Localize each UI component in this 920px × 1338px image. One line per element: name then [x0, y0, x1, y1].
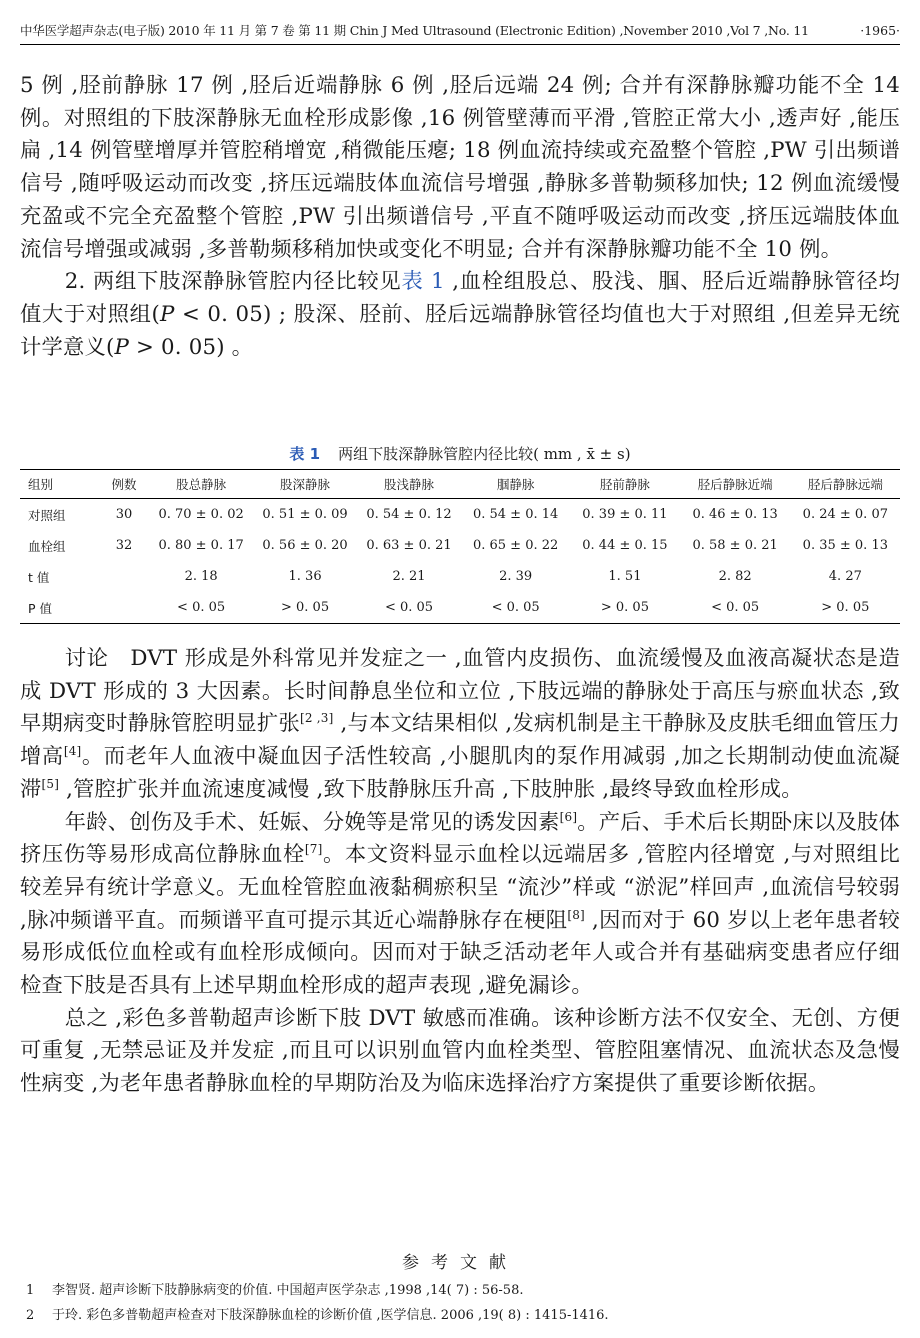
col-header: 组别: [20, 470, 99, 499]
table-cell: t 值: [28, 569, 50, 585]
table-cell: < 0. 05: [357, 592, 461, 624]
table-cell: 0. 58 ± 0. 21: [692, 538, 778, 553]
table-cell: 对照组: [28, 507, 66, 523]
page-number: ·1965·: [860, 23, 900, 38]
table-cell: 2. 82: [718, 569, 752, 584]
table-row: [20, 592, 900, 624]
table-cell: > 0. 05: [791, 592, 900, 624]
col-header: 胫后静脉远端: [791, 470, 900, 499]
col-header: 股总静脉: [149, 470, 253, 499]
reference-item: 1 李智贤. 超声诊断下肢静脉病变的价值. 中国超声医学杂志 ,1998 ,14( 7) : 56-58.: [26, 1283, 524, 1298]
table-cell: 0. 65 ± 0. 22: [472, 538, 559, 553]
table-1-link[interactable]: 表 1: [401, 269, 445, 295]
table-caption: [0, 443, 920, 464]
paragraph-conclusion: 总之 ,彩色多普勒超声诊断下肢 DVT 敏感而准确。该种诊断方法不仅安全、无创、方便可重复 ,无禁忌证及并发症 ,而且可以识别血管内血栓类型、管腔阻塞情况、血流状态及急慢性病变 ,为老年患者静脉血栓的早期防治及为临床选择治疗方案提供了重要诊断依据。: [20, 1005, 900, 1097]
table-row: [20, 499, 900, 531]
table-cell: 1. 36: [288, 569, 322, 584]
table-cell: 2. 18: [184, 569, 218, 584]
table-title: 两组下肢深静脉管腔内径比较( mm , x̄ ± s): [338, 445, 631, 463]
table-cell: 0. 46 ± 0. 13: [692, 507, 778, 522]
table-cell: 0. 39 ± 0. 11: [582, 507, 668, 522]
paragraph-discussion: 讨论 DVT 形成是外科常见并发症之一 ,血管内皮损伤、血流缓慢及血液高凝状态是造成 DVT 形成的 3 大因素。长时间静息坐位和立位 ,下肢远端的静脉处于高压与瘀血状态 ,致早期病变时静脉管腔明显扩张[2 ,3] ,与本文结果相似 ,发病机制是主干静脉及皮肤毛细血管压力增高[4]。而老年人血液中凝血因子活性较高 ,小腿肌肉的泵作用减弱 ,加之长期制动使血流凝滞[5] ,管腔扩张并血流速度减慢 ,致下肢静脉压升高 ,下肢肿胀 ,最终导致血栓形成。: [20, 646, 901, 802]
table-cell: 0. 24 ± 0. 07: [802, 507, 888, 522]
citation[interactable]: [4]: [63, 744, 82, 759]
table-cell: 0. 54 ± 0. 14: [472, 507, 559, 522]
table-row: [20, 561, 900, 592]
results-text-top: [20, 70, 900, 364]
table-row: [20, 530, 900, 561]
table-cell: 0. 56 ± 0. 20: [262, 538, 348, 553]
table-cell: > 0. 05: [570, 592, 679, 624]
citation[interactable]: [2 ,3]: [300, 711, 334, 726]
col-header: 胫前静脉: [570, 470, 679, 499]
vein-diameter-table: [20, 469, 900, 624]
citation[interactable]: [8]: [567, 907, 585, 922]
table-cell: 2. 21: [392, 569, 426, 584]
table-cell: 0. 63 ± 0. 21: [366, 538, 452, 553]
table-cell: < 0. 05: [680, 592, 791, 624]
table-cell: 0. 54 ± 0. 12: [366, 507, 452, 522]
paragraph-risk-factors: 年龄、创伤及手术、妊娠、分娩等是常见的诱发因素[6]。产后、手术后长期卧床以及肢体挤压伤等易形成高位静脉血栓[7]。本文资料显示血栓以远端居多 ,管腔内径增宽 ,与对照组比较差异有统计学意义。无血栓管腔血液黏稠瘀积呈 “流沙”样或 “淤泥”样回声 ,血流信号较弱 ,脉冲频谱平直。而频谱平直可提示其近心端静脉存在梗阻[8] ,因而对于 60 岁以上老年患者较易形成低位血栓或有血栓形成倾向。因而对于缺乏活动老年人或合并有基础病变患者应仔细检查下肢是否具有上述早期血栓形成的超声表现 ,避免漏诊。: [20, 809, 900, 999]
table-cell: 0. 35 ± 0. 13: [802, 538, 888, 553]
paragraph-diameter-comparison: 2. 两组下肢深静脉管腔内径比较见表 1 ,血栓组股总、股浅、腘、胫后近端静脉管径均值大于对照组(P < 0. 05) ; 股深、胫前、胫后远端静脉管径均值也大于对照组 ,但差异无统计学意义(P > 0. 05) 。: [20, 269, 900, 360]
table-cell: 2. 39: [499, 569, 533, 584]
col-header: 例数: [99, 470, 149, 499]
discussion-text: [20, 643, 900, 1101]
table-cell: [99, 592, 149, 624]
citation[interactable]: [6]: [559, 809, 578, 824]
journal-citation-line: 中华医学超声杂志(电子版) 2010 年 11 月 第 7 卷 第 11 期 Chin J Med Ultrasound (Electronic Edition) ,November 2010 ,Vol 7 ,No. 11: [20, 23, 809, 38]
table-cell: < 0. 05: [149, 592, 253, 624]
table-cell: < 0. 05: [461, 592, 570, 624]
table-cell: [99, 561, 149, 592]
paragraph-control-group-findings: 5 例 ,胫前静脉 17 例 ,胫后近端静脉 6 例 ,胫后远端 24 例; 合并有深静脉瓣功能不全 14 例。对照组的下肢深静脉无血栓形成影像 ,16 例管壁薄而平滑 ,管腔正常大小 ,透声好 ,能压扁 ,14 例管壁增厚并管腔稍增宽 ,稍微能压瘪; 18 例血流持续或充盈整个管腔 ,PW 引出频谱信号 ,随呼吸运动而改变 ,挤压远端肢体血流信号增强 ,静脉多普勒频移加快; 12 例血流缓慢充盈或不完全充盈整个管腔 ,PW 引出频谱信号 ,平直不随呼吸运动而改变 ,挤压远端肢体血流信号增强或减弱 ,多普勒频移稍加快或变化不明显; 合并有深静脉瓣功能不全 10 例。: [20, 73, 900, 262]
table-cell: 32: [115, 538, 133, 553]
table-cell: 0. 51 ± 0. 09: [262, 507, 348, 522]
citation[interactable]: [7]: [304, 842, 323, 857]
table-cell: > 0. 05: [253, 592, 357, 624]
running-header: [20, 22, 900, 45]
table-cell: 0. 70 ± 0. 02: [158, 507, 244, 522]
col-header: 股深静脉: [253, 470, 357, 499]
table-cell: 0. 44 ± 0. 15: [582, 538, 668, 553]
reference-item: 2 于玲. 彩色多普勒超声检查对下肢深静脉血栓的诊断价值 ,医学信息. 2006 ,19( 8) : 1415-1416.: [26, 1308, 609, 1323]
table-number: 表 1: [289, 445, 321, 463]
table-cell: 0. 80 ± 0. 17: [158, 538, 244, 553]
table-cell: 血栓组: [28, 538, 66, 554]
table-cell: 1. 51: [608, 569, 642, 584]
col-header: 股浅静脉: [357, 470, 461, 499]
citation[interactable]: [5]: [41, 776, 60, 791]
references-heading: 参考文献: [402, 1253, 518, 1273]
col-header: 胫后静脉近端: [680, 470, 791, 499]
table-cell: 30: [115, 507, 133, 522]
table-cell: 4. 27: [828, 569, 862, 584]
table-header-row: [20, 470, 900, 499]
col-header: 腘静脉: [461, 470, 570, 499]
table-cell: P 值: [20, 592, 99, 624]
